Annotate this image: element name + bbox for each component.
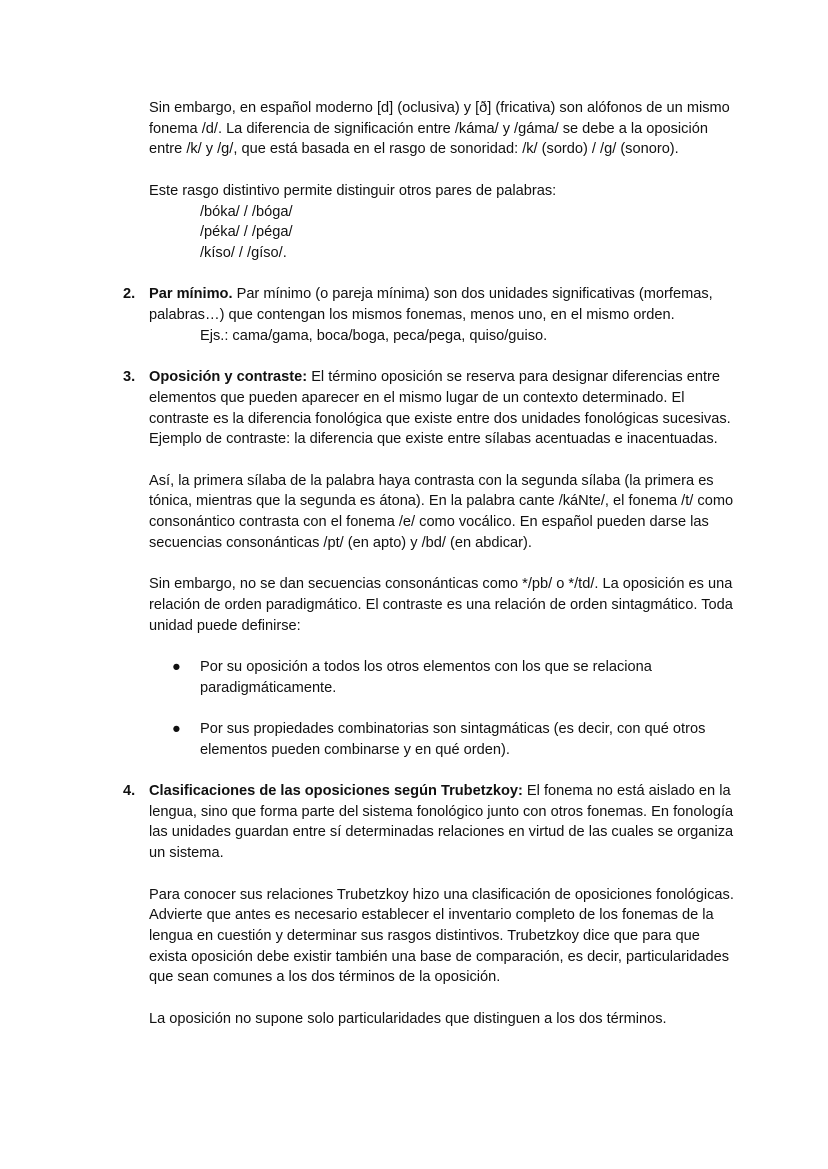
bullet-item — [149, 657, 739, 698]
bullet-icon: ● — [172, 658, 181, 675]
item-title: Par mínimo. — [149, 286, 233, 303]
item-title: Oposición y contraste: — [149, 369, 308, 386]
paragraph: Así, la primera sílaba de la palabra haya contrasta con la segunda sílaba (la primera es tónica, mientras que la segunda es átona). En la palabra cante /káNte/, el fonema /t/ como consonántico contrasta con el fonema /e/ como vocálico. En español pueden darse las secuencias consonánticas /pt/ (en apto) y /bd/ (en abdicar). — [149, 472, 734, 551]
paragraph: Sin embargo, no se dan secuencias consonánticas como */pb/ o */td/. La oposición es una relación de orden paradigmático. El contraste es una relación de orden sintagmático. Toda unidad puede definirse: — [149, 576, 733, 634]
paragraph: Sin embargo, en español moderno [d] (oclusiva) y [ð] (fricativa) son alófonos de un mismo fonema /d/. La diferencia de significación entre /káma/ y /gáma/ se debe a la oposición entre /k/ y /g/, que está basada en el rasgo de sonoridad: /k/ (sordo) / /g/ (sonoro). — [149, 100, 730, 158]
example: /péka/ / /péga/ — [200, 224, 293, 241]
item-text: El término oposición se reserva para designar diferencias entre elementos que pueden aparecer en el mismo lugar de un contexto determinado. El contraste es la diferencia fonológica que existe entre dos unidades fonológicas sucesivas. Ejemplo de contraste: la diferencia que existe entre sílabas acentuadas e inacentuadas. — [149, 369, 731, 448]
example: /kíso/ / /gíso/. — [200, 244, 287, 261]
bullet-icon: ● — [172, 720, 181, 737]
example: Ejs.: cama/gama, boca/boga, peca/pega, quiso/guiso. — [200, 327, 548, 344]
bullet-text: Por su oposición a todos los otros elementos con los que se relaciona paradigmáticamente. — [200, 658, 652, 696]
paragraph: Este rasgo distintivo permite distinguir otros pares de palabras: — [149, 182, 557, 199]
bullet-list — [149, 657, 739, 761]
list-item-par-minimo — [123, 284, 739, 346]
bullet-text: Por sus propiedades combinatorias son sintagmáticas (es decir, con qué otros elementos pueden combinarse y en qué orden). — [200, 720, 706, 758]
paragraph: La oposición no supone solo particularidades que distinguen a los dos términos. — [149, 1010, 667, 1027]
item-title: Clasificaciones de las oposiciones según Trubetzkoy: — [149, 783, 523, 800]
list-item-trubetzkoy — [123, 781, 739, 1029]
item-number: 3. — [123, 369, 136, 386]
item-number: 4. — [123, 783, 136, 800]
item-text: Par mínimo (o pareja mínima) son dos unidades significativas (morfemas, palabras…) que contengan los mismos fonemas, menos uno, en el mismo orden. — [149, 286, 713, 323]
list-item-oposicion-contraste — [123, 367, 739, 760]
paragraph: Para conocer sus relaciones Trubetzkoy hizo una clasificación de oposiciones fonológicas. Advierte que antes es necesario establecer el inventario completo de los fonemas de la lengua en cuestión y determinar sus rasgos distintivos. Trubetzkoy dice que para que exista oposición debe existir también una base de comparación, es decir, particularidades que sean comunes a los dos términos de la oposición. — [149, 886, 734, 986]
item-number: 2. — [123, 286, 136, 303]
example: /bóka/ / /bóga/ — [200, 203, 293, 220]
item-text: El fonema no está aislado en la lengua, sino que forma parte del sistema fonológico junto con otros fonemas. En fonología las unidades guardan entre sí determinadas relaciones en virtud de las cuales se organiza un sistema. — [149, 783, 734, 862]
document-page — [123, 98, 739, 1050]
bullet-item — [149, 719, 739, 760]
